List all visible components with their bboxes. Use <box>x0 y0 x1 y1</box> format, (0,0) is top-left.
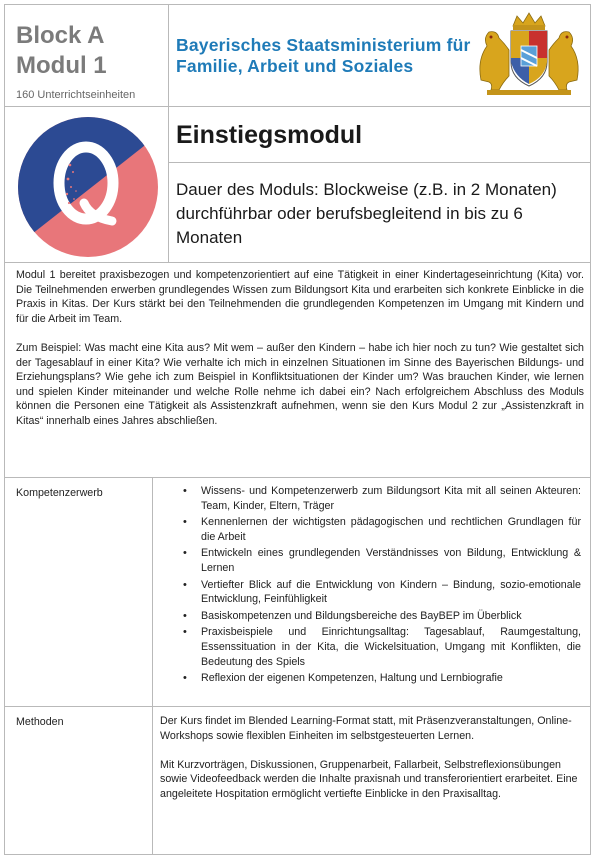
list-item-text: Vertiefter Blick auf die Entwicklung von Kindern – Bindung, sozio-emotionale Entwicklung, Feinfühligkeit <box>201 578 581 606</box>
module-title: Einstiegsmodul <box>176 121 363 149</box>
bullet-icon: • <box>183 516 187 529</box>
list-item-text: Wissens- und Kompetenzerwerb zum Bildungsort Kita mit all seinen Akteuren: Team, Kinder, Eltern, Träger <box>201 485 581 512</box>
row-divider <box>4 262 591 263</box>
list-item-text: Kennenlernen der wichtigsten pädagogischen und rechtlichen Grundlagen für die Arbeit <box>201 516 581 543</box>
row-divider <box>168 162 591 163</box>
list-item <box>183 515 581 544</box>
column-divider <box>168 4 169 262</box>
bullet-icon: • <box>183 578 187 591</box>
row-divider <box>4 106 591 107</box>
list-item-text: Praxisbeispiele und Einrichtungsalltag: Tagesablauf, Raumgestaltung, Essenssituation in der Kita, die Wickelsituation, Umgang mit Konflikten, die Bedeutung des Spiels <box>201 626 581 668</box>
bullet-icon: • <box>183 626 187 639</box>
methoden-paragraph: Mit Kurzvorträgen, Diskussionen, Gruppenarbeit, Fallarbeit, Selbstreflexionsübungen sowie Videofeedback werden die Inhalte praxisnah und transferorientiert erarbeitet. Eine angeleitete Hospitation ermöglicht vertiefte Einblicke in den Praxisalltag. <box>160 758 578 800</box>
bullet-icon: • <box>183 485 187 497</box>
bavarian-coat-of-arms-icon <box>475 10 583 98</box>
description-paragraph: Modul 1 bereitet praxisbezogen und kompetenzorientiert auf eine Tätigkeit in einer Kindertageseinrichtung (Kita) vor. Die Teilnehmenden erwerben grundlegendes Wissen zum Bildungsort Kita und erarbeiten sich konkrete Einblicke in die Praxis in Kitas. Der Kurs stärkt bei den Teilnehmenden die grundlegenden Kompetenzen im Umgang mit Kindern und für die Arbeit im Team. <box>16 269 584 325</box>
kompetenz-label: Kompetenzerwerb <box>16 487 103 499</box>
units-count: 160 Unterrichtseinheiten <box>16 89 136 101</box>
block-module-heading <box>16 21 107 81</box>
column-divider <box>152 477 153 855</box>
list-item <box>183 671 581 686</box>
ministry-line-1: Bayerisches Staatsministerium für <box>176 35 471 55</box>
row-divider <box>4 477 591 478</box>
bullet-icon: • <box>183 609 187 622</box>
methoden-text <box>160 714 580 816</box>
bullet-icon: • <box>183 672 187 685</box>
list-item-text: Entwickeln eines grundlegenden Verständnisses von Bildung, Entwicklung & Lernen <box>201 547 581 574</box>
methoden-paragraph: Der Kurs findet im Blended Learning-Format statt, mit Präsenzveranstaltungen, Online-Workshops sowie flexiblen Einheiten im selbstgesteuerten Lernen. <box>160 715 572 742</box>
list-item-text: Basiskompetenzen und Bildungsbereiche des BayBEP im Überblick <box>201 609 522 622</box>
list-item <box>183 484 581 513</box>
description-paragraph: Zum Beispiel: Was macht eine Kita aus? Mit wem – außer den Kindern – habe ich hier noch zu tun? Wie gestaltet sich der Tagesablauf in einer Kita? Wie verhalte ich mich in einzelnen Situationen im Sinne des Bayerischen Bildungs- und Erziehungsplans? Wie gehe ich zum Beispiel in Konfliktsituationen der Kinder um? Was brauchen Kinder, wie lernen und spielen Kinder miteinander und welche Rolle nehme ich dabei ein? Nach erfolgreichem Abschluss des Moduls können die Personen eine Tätigkeit als Assistenzkraft aufnehmen, wenn sie den Kurs Modul 2 zur „Assistenzkraft in Kitas“ innerhalb eines Jahres abschließen. <box>16 341 584 427</box>
list-item <box>183 625 581 669</box>
module-duration: Dauer des Moduls: Blockweise (z.B. in 2 Monaten) durchführbar oder berufsbegleitend in bis zu 6 Monaten <box>176 180 557 247</box>
block-label: Block A <box>16 22 105 49</box>
bullet-icon: • <box>183 547 187 560</box>
list-item <box>183 609 581 624</box>
row-divider <box>4 706 591 707</box>
list-item <box>183 578 581 607</box>
list-item-text: Reflexion der eigenen Kompetenzen, Haltung und Lernbiografie <box>201 672 503 685</box>
methoden-label: Methoden <box>16 716 64 728</box>
ministry-name <box>176 35 471 77</box>
ministry-line-2: Familie, Arbeit und Soziales <box>176 56 414 76</box>
kompetenz-list <box>183 484 581 688</box>
module-label: Modul 1 <box>16 52 107 79</box>
q-logo-icon <box>18 117 158 257</box>
list-item <box>183 546 581 575</box>
module-description <box>16 268 584 443</box>
